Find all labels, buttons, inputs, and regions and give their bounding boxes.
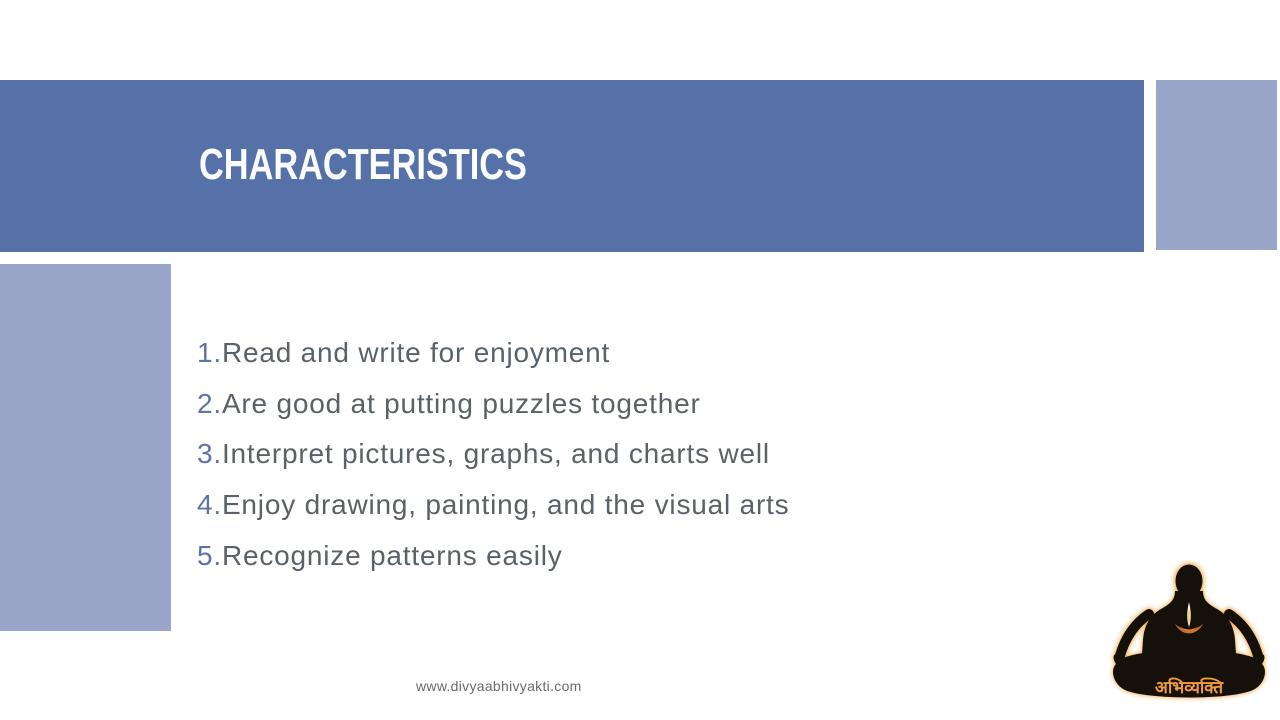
list-item-text: Interpret pictures, graphs, and charts well bbox=[221, 438, 770, 470]
list-item-number: 4. bbox=[197, 489, 222, 521]
list-item-number: 3. bbox=[197, 438, 222, 470]
list-item bbox=[197, 480, 789, 531]
list-item-text: Enjoy drawing, painting, and the visual arts bbox=[221, 489, 790, 521]
body-accent-left bbox=[0, 264, 171, 631]
list-item bbox=[197, 530, 789, 581]
list-item bbox=[197, 328, 789, 379]
characteristics-list bbox=[197, 328, 789, 581]
header-accent-right bbox=[1156, 80, 1277, 250]
list-item bbox=[197, 429, 789, 480]
list-item-text: Read and write for enjoyment bbox=[221, 337, 611, 369]
header-band bbox=[0, 80, 1144, 252]
meditating-person-logo bbox=[1108, 560, 1270, 710]
list-item-text: Are good at putting puzzles together bbox=[221, 387, 701, 419]
list-item-text: Recognize patterns easily bbox=[221, 539, 563, 571]
footer-url: www.divyaabhivyakti.com bbox=[416, 678, 582, 694]
list-item-number: 1. bbox=[197, 337, 222, 369]
list-item-number: 2. bbox=[197, 387, 222, 419]
logo-text: अभिव्यक्ति bbox=[1154, 678, 1224, 697]
list-item-number: 5. bbox=[197, 539, 222, 571]
slide-title: CHARACTERISTICS bbox=[199, 140, 527, 189]
list-item bbox=[197, 379, 789, 430]
